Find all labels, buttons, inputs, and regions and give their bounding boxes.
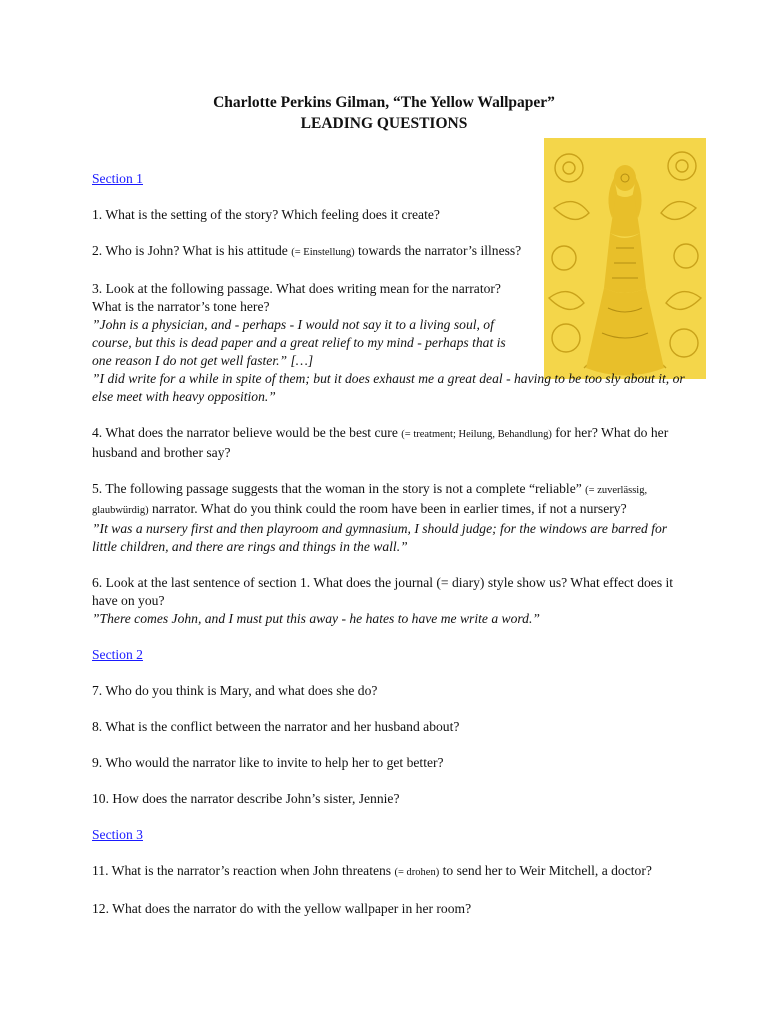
question-5-text-end: narrator. What do you think could the room have been in earlier times, if not a nursery? — [148, 501, 627, 516]
question-5-body — [92, 480, 692, 520]
section-2-link[interactable]: Section 2 — [92, 647, 143, 662]
document-title: Charlotte Perkins Gilman, “The Yellow Wallpaper” — [213, 94, 555, 111]
question-5 — [92, 480, 692, 556]
question-5-gloss: (= zuverlässig, glaubwürdig) — [92, 485, 648, 516]
section-3-link[interactable]: Section 3 — [92, 827, 143, 842]
question-3-quote-2: ”I did write for a while in spite of them; but it does exhaust me a great deal - having to be too sly about it, or else meet with heavy opposition.” — [92, 371, 685, 404]
question-4-text-end: for her? What do her husband and brother say? — [92, 425, 669, 460]
question-7: 7. Who do you think is Mary, and what does she do? — [92, 683, 378, 698]
question-5-quote: ”It was a nursery first and then playroom and gymnasium, I should judge; for the windows are barred for little children, and there are rings and things in the wall.” — [92, 521, 668, 554]
question-4-gloss: (= treatment; Heilung, Behandlung) — [401, 429, 552, 440]
question-6-text: 6. Look at the last sentence of section 1. What does the journal (= diary) style show us? What effect does it have on you? — [92, 575, 674, 608]
question-6-quote: ”There comes John, and I must put this away - he hates to have me write a word.” — [92, 611, 540, 626]
questions-content — [92, 170, 692, 936]
question-2-gloss: (= Einstellung) — [291, 247, 355, 258]
question-2 — [92, 242, 522, 262]
question-10: 10. How does the narrator describe John’s sister, Jennie? — [92, 791, 400, 806]
question-4-text: 4. What does the narrator believe would be the best cure — [92, 425, 402, 440]
question-5-text: 5. The following passage suggests that the woman in the story is not a complete “reliable” — [92, 481, 586, 496]
question-11-text-end: to send her to Weir Mitchell, a doctor? — [439, 863, 652, 878]
document-subtitle: LEADING QUESTIONS — [300, 115, 468, 132]
section-1-link[interactable]: Section 1 — [92, 171, 143, 186]
question-9: 9. Who would the narrator like to invite to help her to get better? — [92, 755, 444, 770]
question-11 — [92, 862, 692, 882]
question-2-text-end: towards the narrator’s illness? — [354, 243, 522, 258]
question-3 — [92, 280, 692, 406]
question-11-gloss: (= drohen) — [394, 867, 440, 878]
question-6 — [92, 574, 692, 628]
question-8: 8. What is the conflict between the narrator and her husband about? — [92, 719, 460, 734]
question-4 — [92, 424, 692, 462]
question-3-quote-1: ”John is a physician, and - perhaps - I would not say it to a living soul, of course, but this is dead paper and a great relief to my mind - perhaps that is one reason I do not get well faster.” […] — [92, 317, 506, 368]
question-2-text: 2. Who is John? What is his attitude — [92, 243, 292, 258]
question-1: 1. What is the setting of the story? Which feeling does it create? — [92, 207, 440, 222]
question-3-text: 3. Look at the following passage. What does writing mean for the narrator? What is the narrator’s tone here? — [92, 281, 501, 314]
question-12: 12. What does the narrator do with the yellow wallpaper in her room? — [92, 901, 472, 916]
question-11-text: 11. What is the narrator’s reaction when John threatens — [92, 863, 395, 878]
